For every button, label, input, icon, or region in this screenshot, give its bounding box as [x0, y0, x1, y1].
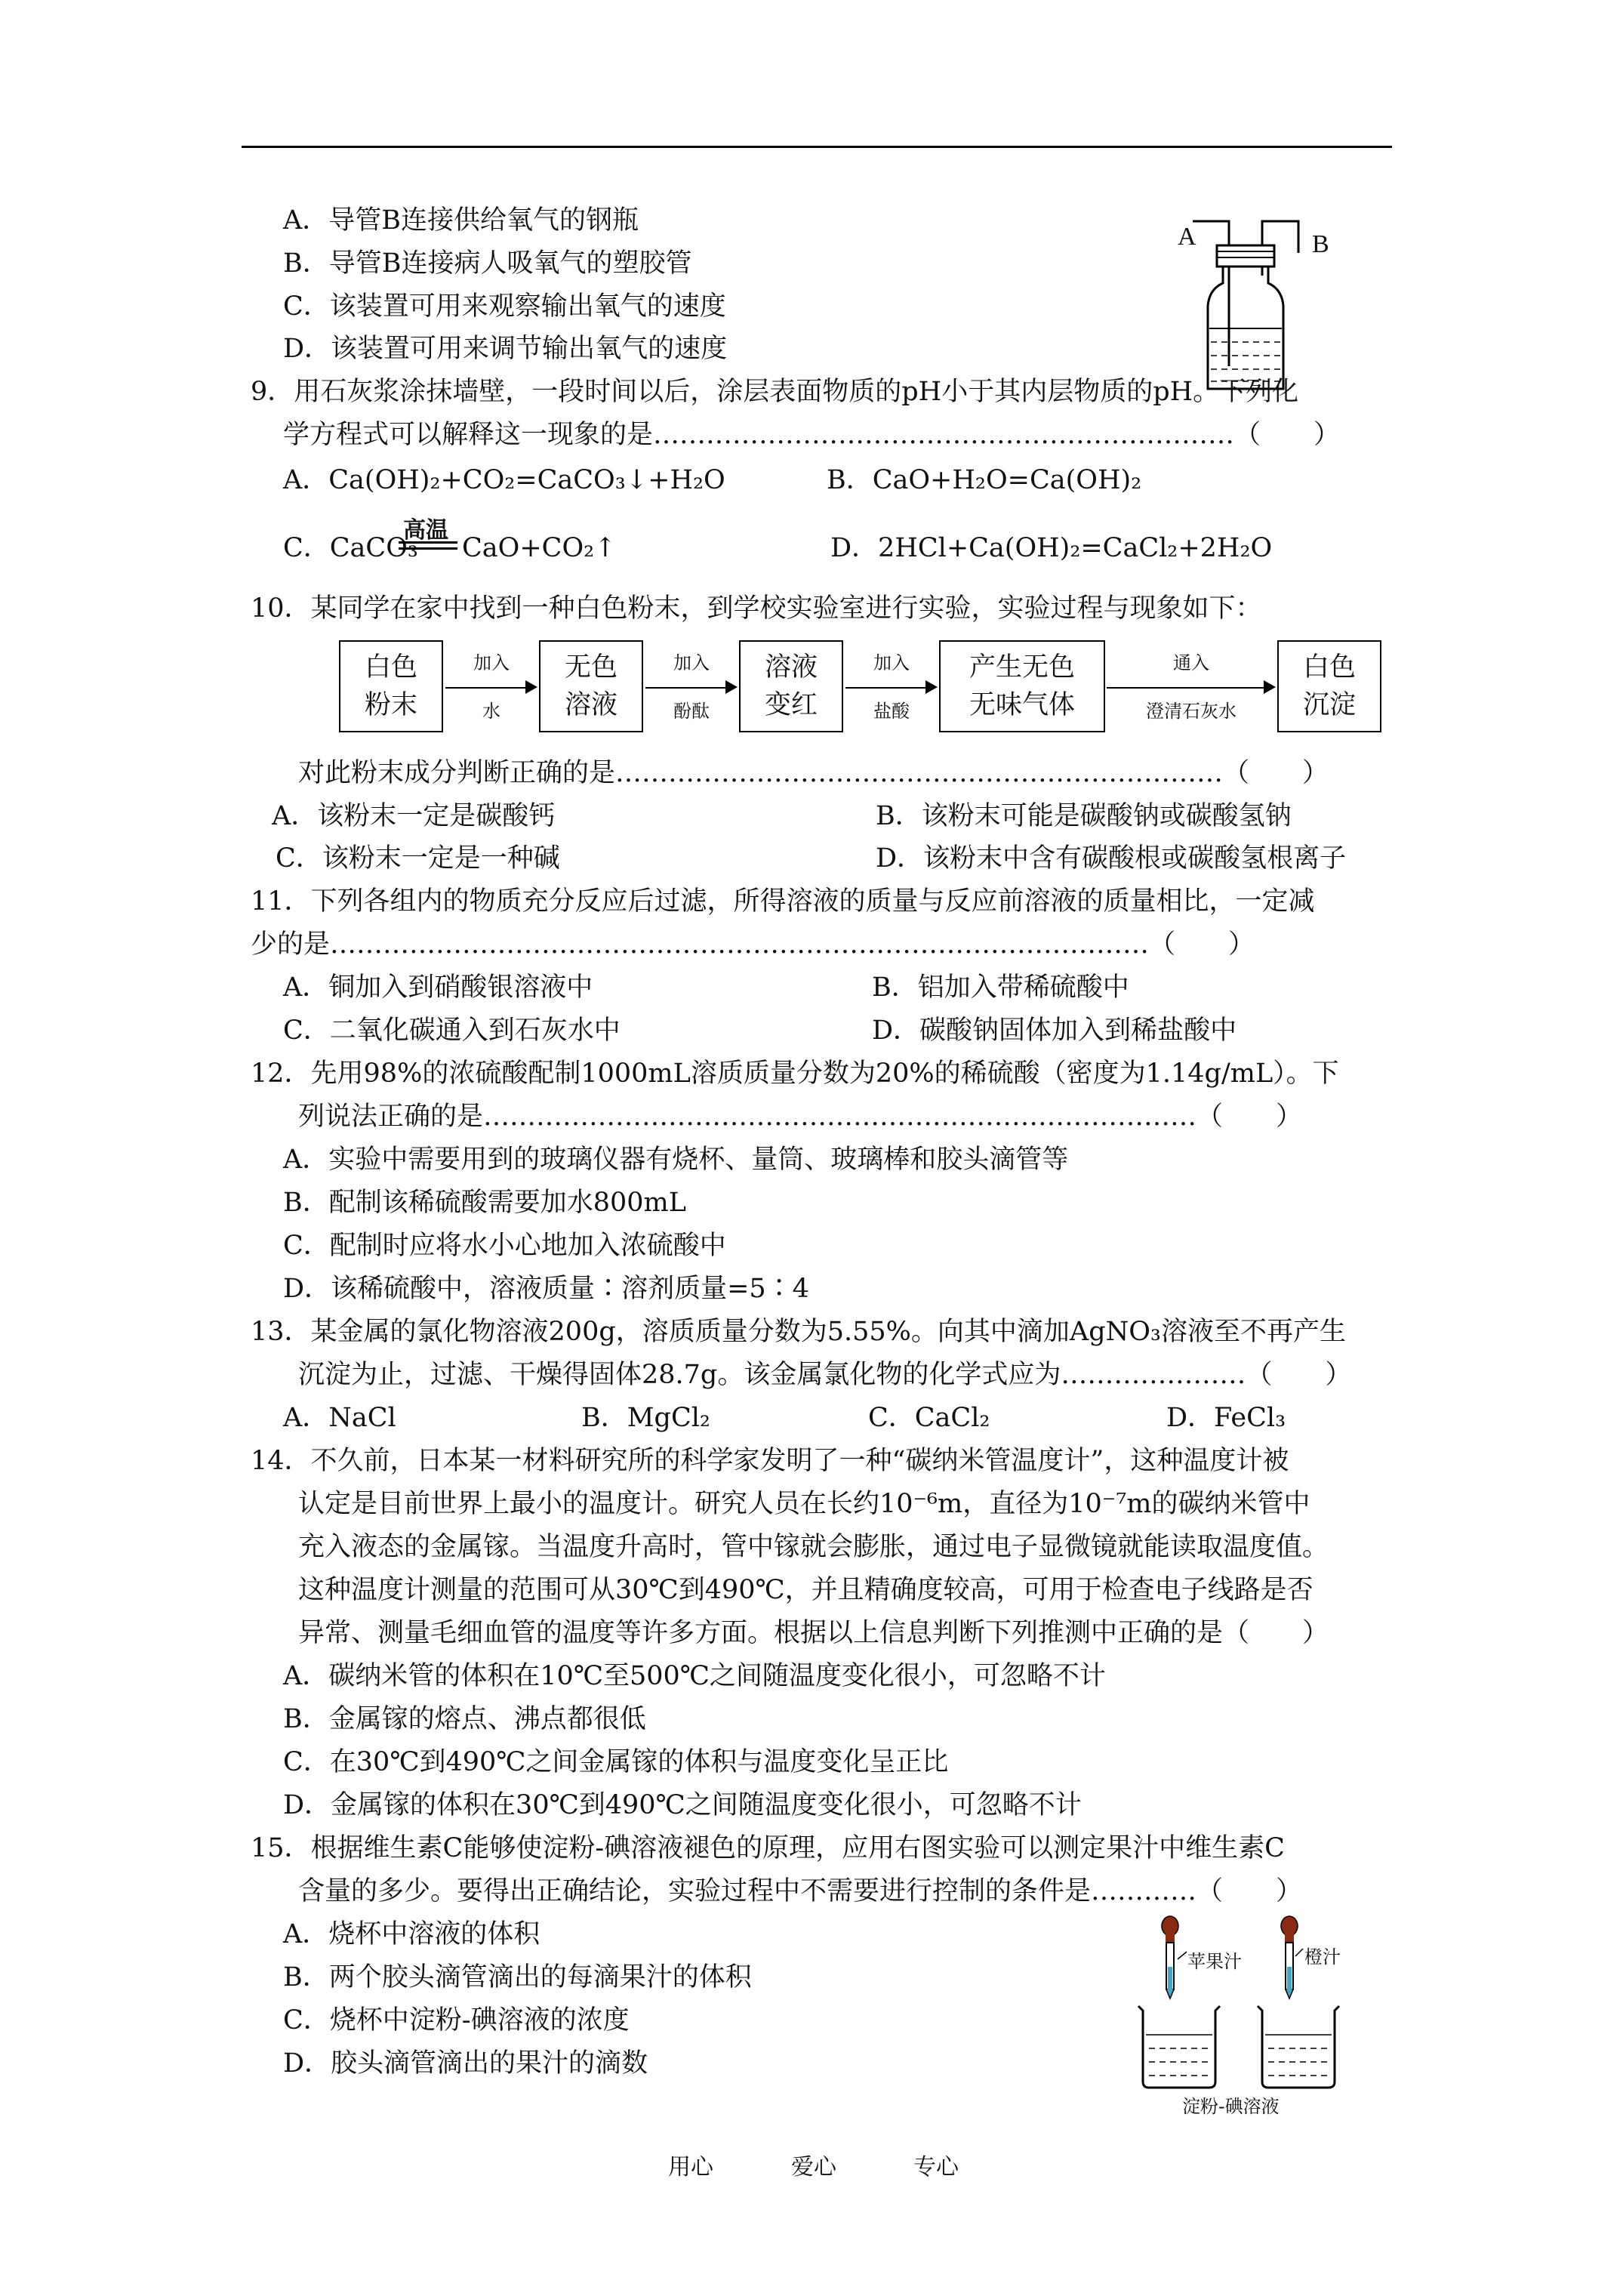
flow-box-gas [939, 640, 1105, 732]
flow-arrow4-bottom: 澄清石灰水 [1146, 701, 1236, 722]
gas-bottle-icon [1178, 215, 1359, 396]
flow-box5-line1: 白色 [1302, 652, 1356, 683]
flow-arrow3-bottom: 盐酸 [873, 701, 910, 722]
q15-option-c: C．烧杯中淀粉-碘溶液的浓度 [283, 2005, 630, 2036]
q9-condition-arrow [399, 516, 457, 546]
header-rule [242, 146, 1392, 148]
gas-bottle-figure [1178, 215, 1359, 396]
q8-option-c: C．该装置可用来观察输出氧气的速度 [283, 291, 726, 322]
q8-option-a: A．导管B连接供给氧气的钢瓶 [283, 205, 639, 236]
flow-arrow1-bottom: 水 [482, 701, 500, 722]
q8-option-d: D．该装置可用来调节输出氧气的速度 [283, 334, 728, 364]
flow-box4-line2: 无味气体 [969, 690, 1075, 720]
q10-option-b: B．该粉末可能是碳酸钠或碳酸氢钠 [876, 801, 1292, 831]
dropper-beaker-icon [1132, 1914, 1359, 2095]
q11-stem-line2: 少的是…………………………………………………………………………………（ ） [251, 929, 1255, 960]
flow-box-white-precipitate [1277, 640, 1381, 732]
q10-option-a: A．该粉末一定是碳酸钙 [272, 801, 556, 831]
q13-option-c: C．CaCl₂ [868, 1403, 990, 1433]
q12-option-d: D．该稀硫酸中，溶液质量∶溶剂质量=5∶4 [283, 1274, 809, 1304]
flow-box1-line2: 粉末 [364, 690, 417, 720]
titration-figure [1132, 1914, 1359, 2095]
footer-word-1: 用心 [668, 2154, 713, 2180]
footer-word-3: 专心 [913, 2154, 959, 2180]
q14-line2: 认定是目前世界上最小的温度计。研究人员在长约10⁻⁶m，直径为10⁻⁷m的碳纳米管中 [298, 1489, 1310, 1519]
q12-option-a: A．实验中需要用到的玻璃仪器有烧杯、量筒、玻璃棒和胶头滴管等 [283, 1145, 1069, 1175]
flow-arrow4-top: 通入 [1173, 652, 1209, 673]
q11-option-b: B．铝加入带稀硫酸中 [872, 972, 1129, 1003]
q14-option-b: B．金属镓的熔点、沸点都很低 [283, 1704, 646, 1734]
q10-option-c: C．该粉末一定是一种碱 [276, 843, 560, 874]
q14-option-c: C．在30℃到490℃之间金属镓的体积与温度变化呈正比 [283, 1747, 949, 1777]
flow-arrow3-top: 加入 [873, 652, 910, 673]
q13-option-d: D．FeCl₃ [1166, 1403, 1286, 1433]
q9-option-b: B．CaO+H₂O=Ca(OH)₂ [827, 465, 1142, 495]
flow-box3-line2: 变红 [764, 690, 818, 720]
label-apple-juice: 苹果汁 [1187, 1951, 1242, 1972]
label-orange-juice: 橙汁 [1304, 1946, 1341, 1968]
q15-option-d: D．胶头滴管滴出的果汁的滴数 [283, 2048, 648, 2079]
q14-line4: 这种温度计测量的范围可从30℃到490℃，并且精确度较高，可用于检查电子线路是否 [298, 1575, 1313, 1605]
gas-bottle-label-b: B [1312, 230, 1329, 258]
flow-arrow2-bottom: 酚酞 [673, 701, 710, 722]
q12-option-c: C．配制时应将水小心地加入浓硫酸中 [283, 1231, 726, 1261]
q13-option-a: A．NaCl [283, 1403, 396, 1433]
q9-stem-line2: 学方程式可以解释这一现象的是…………………………………………………………（ ） [283, 420, 1341, 450]
label-starch-iodine: 淀粉-碘溶液 [1182, 2096, 1280, 2117]
q14-line5: 异常、测量毛细血管的温度等许多方面。根据以上信息判断下列推测中正确的是（ ） [298, 1618, 1329, 1648]
q11-option-a: A．铜加入到硝酸银溶液中 [283, 972, 593, 1003]
q10-option-d: D．该粉末中含有碳酸根或碳酸氢根离子 [876, 843, 1347, 874]
flow-box-white-powder [339, 640, 443, 732]
q10-judge: 对此粉末成分判断正确的是……………………………………………………………（ ） [298, 758, 1329, 788]
q9-stem-line1: 9．用石灰浆涂抹墙壁，一段时间以后，涂层表面物质的pH小于其内层物质的pH。下列化 [251, 377, 1299, 407]
flow-box4-line1: 产生无色 [969, 652, 1075, 683]
flow-box3-line1: 溶液 [764, 652, 818, 683]
q14-option-d: D．金属镓的体积在30℃到490℃之间随温度变化很小，可忽略不计 [283, 1790, 1082, 1820]
q15-line2: 含量的多少。要得出正确结论，实验过程中不需要进行控制的条件是…………（ ） [298, 1876, 1303, 1906]
q9-option-c-right: CaO+CO₂↑ [462, 533, 617, 563]
q15-option-b: B．两个胶头滴管滴出的每滴果汁的体积 [283, 1962, 752, 1992]
gas-bottle-label-a: A [1178, 223, 1196, 251]
q11-option-d: D．碳酸钠固体加入到稀盐酸中 [872, 1015, 1237, 1046]
q14-option-a: A．碳纳米管的体积在10℃至500℃之间随温度变化很小，可忽略不计 [283, 1661, 1106, 1691]
footer-word-2: 爱心 [791, 2154, 836, 2180]
q13-stem-line2: 沉淀为止，过滤、干燥得固体28.7g。该金属氯化物的化学式应为…………………（ ） [298, 1360, 1352, 1390]
q15-line1: 15．根据维生素C能够使淀粉-碘溶液褪色的原理，应用右图实验可以测定果汁中维生素C [251, 1833, 1285, 1863]
flow-box-colorless-solution [539, 640, 643, 732]
flow-box-solution-red [739, 640, 843, 732]
q11-stem-line1: 11．下列各组内的物质充分反应后过滤，所得溶液的质量与反应前溶液的质量相比，一定减 [251, 886, 1315, 917]
q12-stem-line2: 列说法正确的是………………………………………………………………………（ ） [298, 1102, 1303, 1132]
flow-box1-line1: 白色 [364, 652, 417, 683]
q12-stem-line1: 12．先用98%的浓硫酸配制1000mL溶质质量分数为20%的稀硫酸（密度为1.14g/mL）。下 [251, 1059, 1339, 1089]
q9-condition-text: 高温 [403, 517, 448, 544]
flow-box2-line2: 溶液 [564, 690, 617, 720]
q9-option-a: A．Ca(OH)₂+CO₂=CaCO₃↓+H₂O [283, 465, 725, 495]
flow-box2-line1: 无色 [564, 652, 617, 683]
q9-option-c-left: C．CaCO₃ [283, 533, 418, 563]
q14-line1: 14．不久前，日本某一材料研究所的科学家发明了一种“碳纳米管温度计”，这种温度计被 [251, 1446, 1289, 1476]
q12-option-b: B．配制该稀硫酸需要加水800mL [283, 1188, 686, 1218]
flow-arrow1-top: 加入 [473, 652, 510, 673]
q8-option-b: B．导管B连接病人吸氧气的塑胶管 [283, 248, 692, 279]
q15-option-a: A．烧杯中溶液的体积 [283, 1919, 540, 1949]
q9-option-d: D．2HCl+Ca(OH)₂=CaCl₂+2H₂O [830, 533, 1273, 563]
q13-option-b: B．MgCl₂ [581, 1403, 710, 1433]
q14-line3: 充入液态的金属镓。当温度升高时，管中镓就会膨胀，通过电子显微镜就能读取温度值。 [298, 1532, 1329, 1562]
q10-stem: 10．某同学在家中找到一种白色粉末，到学校实验室进行实验，实验过程与现象如下： [251, 593, 1262, 624]
flow-box5-line2: 沉淀 [1302, 690, 1356, 720]
flow-arrow2-top: 加入 [673, 652, 710, 673]
q13-stem-line1: 13．某金属的氯化物溶液200g，溶质质量分数为5.55%。向其中滴加AgNO₃溶液至不再产生 [251, 1317, 1346, 1347]
q11-option-c: C．二氧化碳通入到石灰水中 [283, 1015, 621, 1046]
